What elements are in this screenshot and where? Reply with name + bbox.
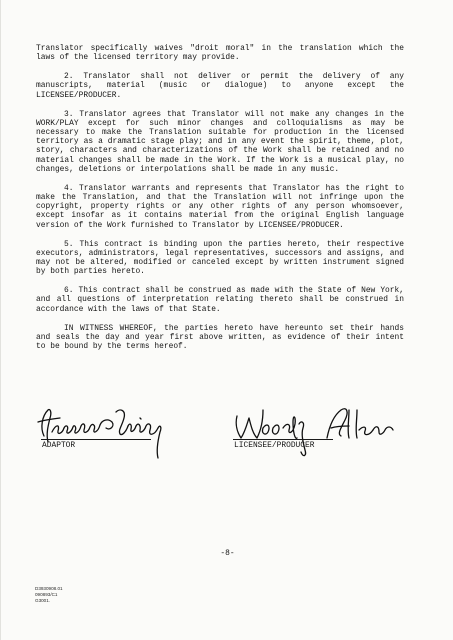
paragraph-2: 2. Translator shall not deliver or permit the delivery of any manuscripts, material (music or dialogue) to anyone except the LICENSEE/PRODUCER. [36, 72, 404, 100]
contract-body [36, 44, 404, 361]
paragraph-4: 4. Translator warrants and represents that Translator has the right to make the Translation, and that the Translation will not infringe upon the copyright, property rights or any other rights of any person whomsoever, except insofar as it contains material from the original English language version of the Work furnished to Translator by LICENSEE/PRODUCER. [36, 183, 404, 230]
adaptor-signature-line [41, 439, 151, 440]
licensee-signature [233, 398, 403, 464]
witness-clause: IN WITNESS WHEREOF, the parties hereto have hereunto set their hands and seals the day and year first above written, as evidence of their intent to be bound by the terms hereof. [36, 323, 404, 352]
doc-code-line: D3930908.01 [35, 586, 63, 591]
paragraph-5: 5. This contract is binding upon the parties hereto, their respective executors, administrators, legal representatives, successors and assigns, and may not be altered, modified or canceled except by written instrument signed by both parties hereto. [36, 239, 404, 277]
document-codes [35, 586, 63, 605]
doc-code-line: G3001. [35, 598, 51, 604]
doc-code-line: 090893/C1 [35, 592, 58, 598]
adaptor-signature [36, 398, 186, 464]
paragraph-6: 6. This contract shall be construed as made with the State of New York, and all questions of interpretation relating thereto shall be construed in accordance with the laws of that State. [36, 286, 404, 314]
paragraph-3: 3. Translator agrees that Translator will not make any changes in the WORK/PLAY except for such minor changes and colloquialisms as may be necessary to make the Translation suitable for production in the licensed territory as a dramatic stage play; and in any event the spirit, theme, plot, story, characters and characterizations of the Work shall be retained and no material changes shall be made in the Work. If the Work is a musical play, no changes, deletions or interpolations shall be made in any music. [36, 109, 404, 174]
paragraph-moral-rights: Translator specifically waives "droit moral" in the translation which the laws of the licensed territory may provide. [36, 44, 404, 63]
licensee-label: LICENSEE/PRODUCER [234, 441, 315, 450]
page-number: -8- [220, 549, 235, 558]
licensee-signature-line [233, 439, 333, 440]
adaptor-label: ADAPTOR [42, 441, 76, 450]
